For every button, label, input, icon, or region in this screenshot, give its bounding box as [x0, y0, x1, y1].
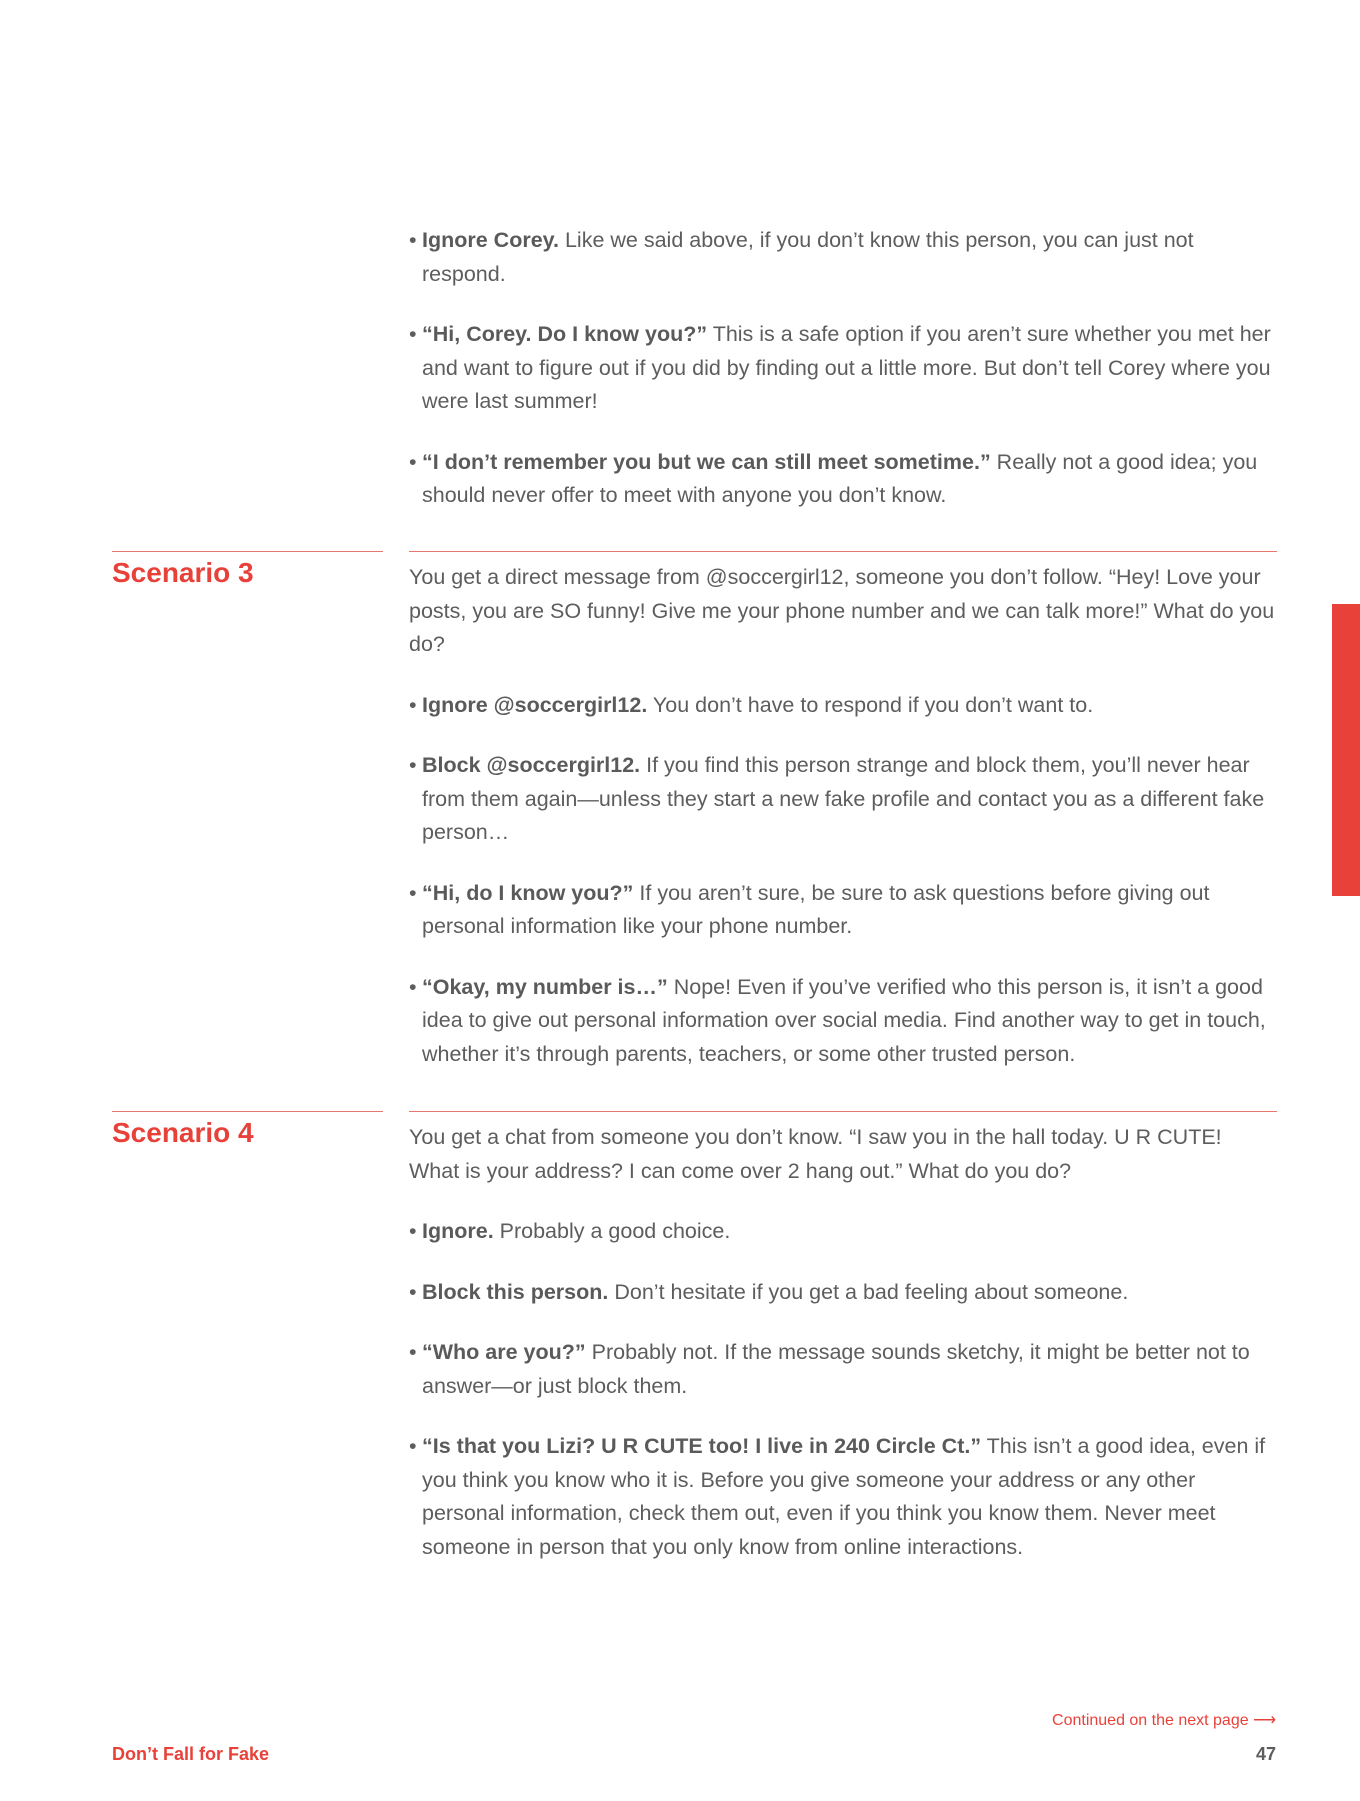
- bullet-item: • Ignore. Probably a good choice.: [409, 1219, 731, 1243]
- bullet-list: [409, 224, 1277, 513]
- side-accent-tab: [1332, 604, 1360, 896]
- bullet-bold: Block @soccergirl12.: [422, 753, 641, 777]
- bullet-text: Nope! Even if you’ve verified who this person is, it isn’t a good idea to give out personal information over social media. Find another way to get in touch, whether it’s through parents, teachers, or some other trusted person.: [422, 974, 1266, 1066]
- page-number: 47: [1255, 1744, 1276, 1764]
- bullet-text: This is a safe option if you aren’t sure whether you met her and want to figure out if you did by finding out a little more. But don’t tell Corey where you were last summer!: [422, 322, 1271, 413]
- scenario-3-intro: You get a direct message from @soccergirl12, someone you don’t follow. “Hey! Love your posts, you are SO funny! Give me your phone number and we can talk more!” What do you do?: [409, 565, 1275, 656]
- bullet-item: • “Is that you Lizi? U R CUTE too! I live in 240 Circle Ct.” This isn’t a good idea, even if you think you know who it is. Before you give someone your address or any other personal information, check them out, even if you think you know them. Never meet someone in person that you only know from online interactions.: [409, 1434, 1266, 1559]
- bullet-bold: Block this person.: [422, 1279, 609, 1304]
- bullet-text: This isn’t a good idea, even if you think you know who it is. Before you give someone your address or any other personal information, check them out, even if you think you know them. Never meet someone in person that you only know from online interactions.: [422, 1434, 1266, 1559]
- section-divider-left: [112, 1111, 383, 1112]
- bullet-bold: “Is that you Lizi? U R CUTE too! I live in 240 Circle Ct.”: [422, 1434, 982, 1458]
- section-divider-right: [409, 551, 1277, 552]
- scenario-4-body: [409, 1121, 1277, 1591]
- bullet-bold: “Hi, do I know you?”: [422, 880, 634, 905]
- continued-note: Continued on the next page ⟶: [1052, 1712, 1276, 1729]
- bullet-text: If you aren’t sure, be sure to ask questions before giving out personal information like your phone number.: [422, 880, 1210, 938]
- bullet-item: • “Okay, my number is…” Nope! Even if you’ve verified who this person is, it isn’t a good idea to give out personal information over social media. Find another way to get in touch, whether it’s through parents, teachers, or some other trusted person.: [409, 974, 1266, 1066]
- bullet-text: Like we said above, if you don’t know this person, you can just not respond.: [422, 228, 1194, 286]
- bullet-list: [409, 689, 1277, 1072]
- section-divider-left: [112, 551, 383, 552]
- scenario-2-continued: [409, 224, 1277, 540]
- scenario-4-title: Scenario 4: [112, 1117, 254, 1148]
- bullet-item: • Block this person. Don’t hesitate if you get a bad feeling about someone.: [409, 1279, 1129, 1304]
- bullet-bold: “Who are you?”: [422, 1340, 586, 1364]
- section-divider-right: [409, 1111, 1277, 1112]
- bullet-bold: Ignore @soccergirl12.: [422, 692, 648, 717]
- bullet-bold: “Okay, my number is…”: [422, 974, 668, 999]
- bullet-item: • Ignore @soccergirl12. You don’t have to respond if you don’t want to.: [409, 692, 1094, 717]
- bullet-text: Really not a good idea; you should never offer to meet with anyone you don’t know.: [422, 449, 1258, 507]
- bullet-item: • “Who are you?” Probably not. If the message sounds sketchy, it might be better not to answer—or just block them.: [409, 1340, 1250, 1398]
- bullet-item: • Block @soccergirl12. If you find this person strange and block them, you’ll never hear from them again—unless they start a new fake profile and contact you as a different fake person…: [409, 753, 1265, 844]
- bullet-bold: Ignore Corey.: [422, 228, 559, 252]
- scenario-3-body: [409, 561, 1277, 1098]
- bullet-item: • “Hi, Corey. Do I know you?” This is a safe option if you aren’t sure whether you met her and want to figure out if you did by finding out a little more. But don’t tell Corey where you were last summer!: [409, 322, 1271, 413]
- bullet-bold: Ignore.: [422, 1219, 494, 1243]
- bullet-item: • “I don’t remember you but we can still meet sometime.” Really not a good idea; you should never offer to meet with anyone you don’t know.: [409, 449, 1258, 507]
- scenario-4-intro: You get a chat from someone you don’t know. “I saw you in the hall today. U R CUTE! What is your address? I can come over 2 hang out.” What do you do?: [409, 1125, 1222, 1183]
- bullet-bold: “I don’t remember you but we can still meet sometime.”: [422, 449, 991, 474]
- bullet-item: • “Hi, do I know you?” If you aren’t sure, be sure to ask questions before giving out personal information like your phone number.: [409, 880, 1210, 938]
- bullet-text: Probably not. If the message sounds sketchy, it might be better not to answer—or just block them.: [422, 1340, 1250, 1398]
- footer-book-title: Don’t Fall for Fake: [112, 1744, 270, 1764]
- bullet-list: [409, 1215, 1277, 1564]
- bullet-text: Don’t hesitate if you get a bad feeling about someone.: [608, 1279, 1129, 1304]
- bullet-item: • Ignore Corey. Like we said above, if you don’t know this person, you can just not respond.: [409, 228, 1194, 286]
- bullet-text: If you find this person strange and block them, you’ll never hear from them again—unless they start a new fake profile and contact you as a different fake person…: [422, 753, 1265, 844]
- bullet-text: You don’t have to respond if you don’t want to.: [647, 692, 1094, 717]
- bullet-bold: “Hi, Corey. Do I know you?”: [422, 322, 708, 346]
- scenario-3-title: Scenario 3: [112, 557, 254, 588]
- bullet-text: Probably a good choice.: [493, 1219, 731, 1243]
